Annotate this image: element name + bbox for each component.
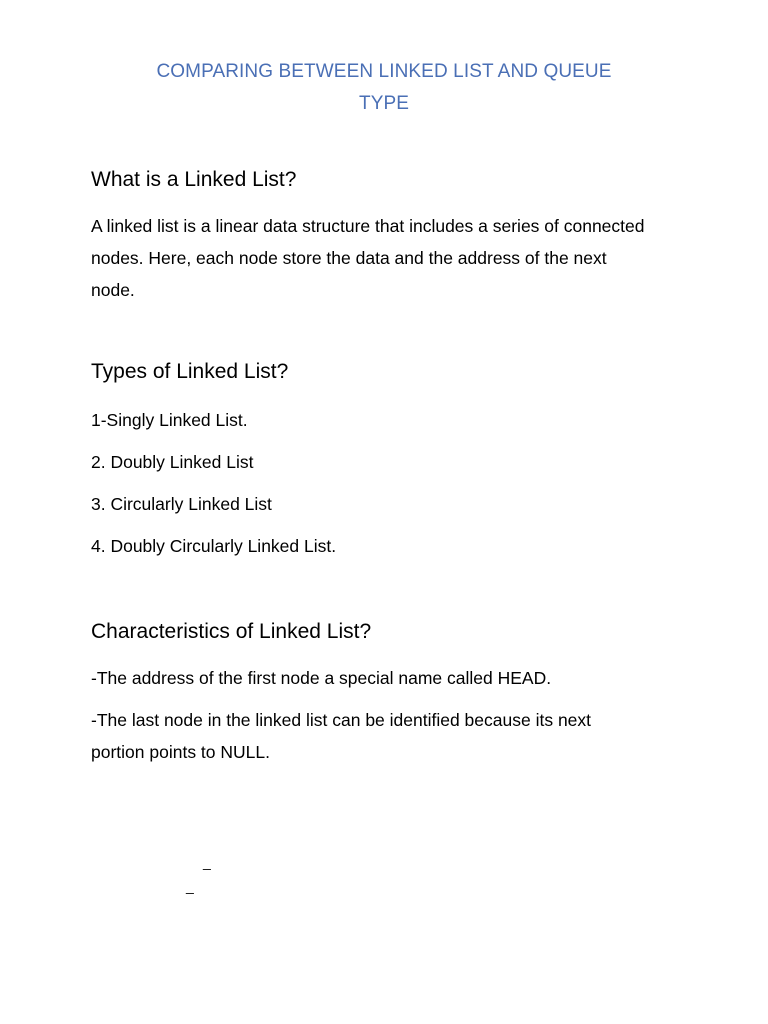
paragraph-line-3: node. — [91, 280, 135, 300]
paragraph-line-1: A linked list is a linear data structure that includes a series of connected — [91, 216, 645, 236]
heading-what-is-linked-list: What is a Linked List? — [91, 168, 297, 191]
heading-types-of-linked-list: Types of Linked List? — [91, 360, 289, 383]
characteristic-null-line-1: -The last node in the linked list can be identified because its next — [91, 710, 592, 730]
list-item-doubly: 2. Doubly Linked List — [91, 452, 254, 472]
paragraph-line-2: nodes. Here, each node store the data and the address of the next — [91, 248, 607, 268]
characteristic-head: -The address of the first node a special name called HEAD. — [91, 668, 552, 688]
stray-underscore-mark: _ — [186, 878, 194, 894]
document-title-line-2: TYPE — [358, 93, 410, 114]
stray-underscore-mark: _ — [203, 854, 211, 870]
list-item-singly: 1-Singly Linked List. — [91, 410, 248, 430]
characteristic-null-line-2: portion points to NULL. — [91, 742, 270, 762]
list-item-doubly-circularly: 4. Doubly Circularly Linked List. — [91, 536, 337, 556]
heading-characteristics: Characteristics of Linked List? — [91, 620, 372, 643]
list-item-circularly: 3. Circularly Linked List — [91, 494, 272, 514]
document-title-line-1: COMPARING BETWEEN LINKED LIST AND QUEUE — [156, 61, 612, 82]
